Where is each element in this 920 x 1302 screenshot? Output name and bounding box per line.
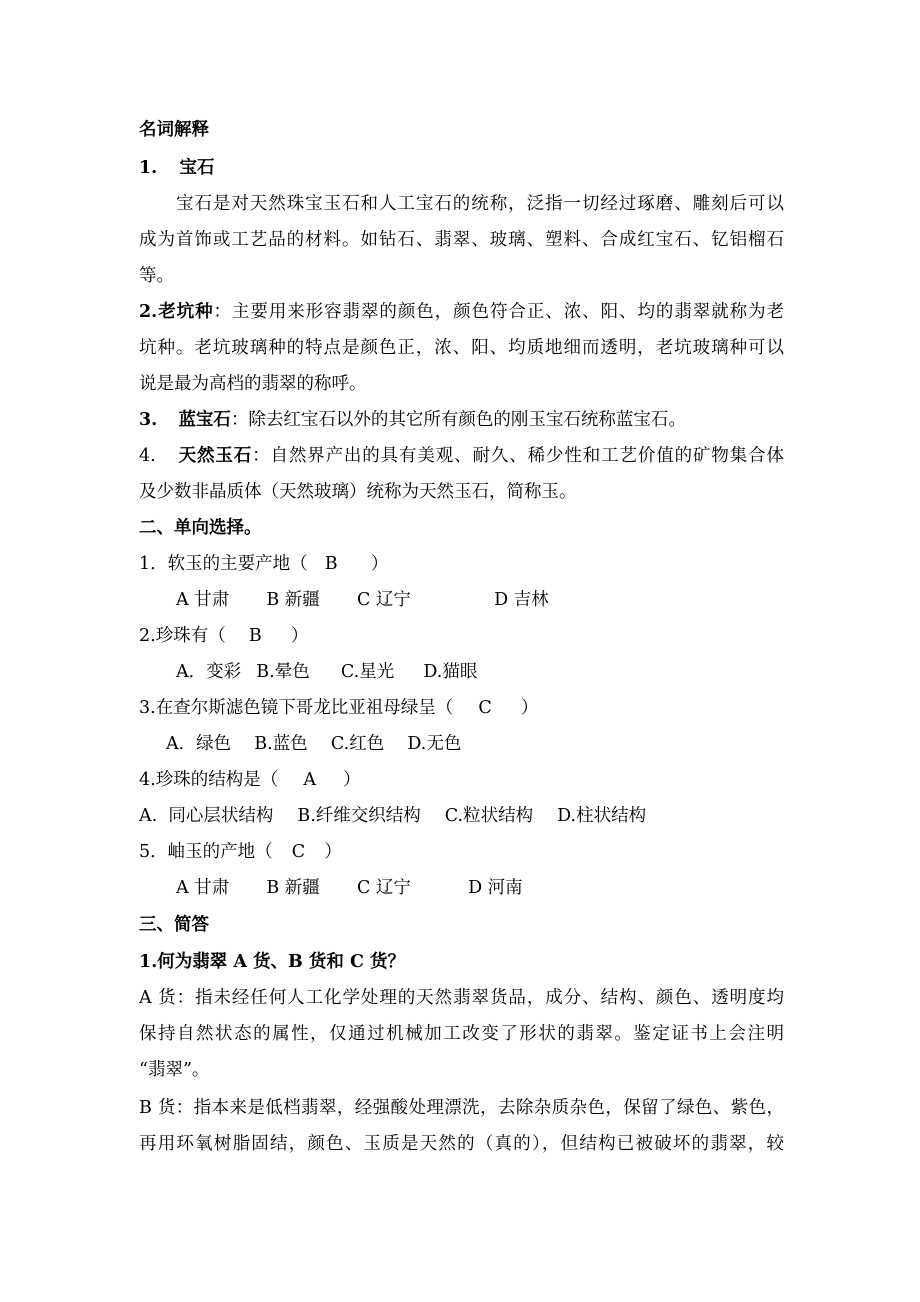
question-3 <box>139 697 538 719</box>
option-c: C.星光 <box>340 662 395 682</box>
b-goods-line-2: 再用环氧树脂固结，颜色、玉质是天然的（真的），但结构已被破坏的翡翠，较 <box>139 1134 784 1154</box>
term-definition: ：主要用来形容翡翠的颜色，颜色符合正、浓、阳、均的翡翠就称为老 <box>213 302 785 322</box>
question-close: ） <box>370 554 389 574</box>
question-answer: C <box>478 698 492 718</box>
question-answer: B <box>248 626 262 646</box>
question-close: ） <box>520 698 539 718</box>
question-answer: C <box>291 842 306 862</box>
question-5 <box>139 841 342 863</box>
option-a: A．变彩 <box>176 662 242 682</box>
option-c: C 辽宁 <box>356 590 411 610</box>
question-text: 1．软玉的主要产地（ <box>139 554 308 574</box>
term-2-line-1 <box>139 301 784 323</box>
option-b: B.蓝色 <box>254 734 308 754</box>
term-1-line-3: 等。 <box>139 266 174 286</box>
term-title: 宝石 <box>179 158 215 178</box>
option-d: D 吉林 <box>494 590 549 610</box>
a-goods-line-3: “翡翠”。 <box>139 1060 210 1080</box>
option-a: A．绿色 <box>166 734 232 754</box>
question-3-options <box>166 733 461 755</box>
term-definition: ：除去红宝石以外的其它所有颜色的刚玉宝石统称蓝宝石。 <box>230 410 686 430</box>
question-text: 4.珍珠的结构是（ <box>139 770 279 790</box>
section-title-glossary: 名词解释 <box>139 120 209 140</box>
term-2-line-3: 说是最为高档的翡翠的称呼。 <box>139 374 367 394</box>
section-title-short-answer: 三、简答 <box>139 915 209 935</box>
option-a: A 甘肃 <box>176 590 230 610</box>
option-b: B 新疆 <box>266 590 320 610</box>
term-definition: ：自然界产出的具有美观、耐久、稀少性和工艺价值的矿物集合体 <box>252 446 784 466</box>
term-2-line-2: 坑种。老坑玻璃种的特点是颜色正，浓、阳、均质地细而透明，老坑玻璃种可以 <box>139 338 784 358</box>
term-1-heading <box>139 157 214 179</box>
question-text: 5．岫玉的产地（ <box>139 842 273 862</box>
term-title: 天然玉石 <box>178 446 253 466</box>
term-1-line-1: 宝石是对天然珠宝玉石和人工宝石的统称，泛指一切经过琢磨、雕刻后可以 <box>176 194 784 214</box>
option-b: B 新疆 <box>266 878 320 898</box>
a-goods-line-1: A 货：指未经任何人工化学处理的天然翡翠货品，成分、结构、颜色、透明度均 <box>139 988 784 1008</box>
term-number: 3. <box>139 410 158 430</box>
section-title-single-choice: 二、单向选择。 <box>139 518 262 538</box>
term-4-line-1 <box>139 445 784 467</box>
question-2 <box>139 625 308 647</box>
question-answer: A <box>303 770 316 790</box>
short-answer-question-1: 1.何为翡翠 A 货、B 货和 C 货？ <box>139 952 406 972</box>
term-number: 4. <box>139 446 156 466</box>
term-title: 蓝宝石 <box>178 410 231 430</box>
question-2-options <box>176 661 477 683</box>
option-d: D.无色 <box>407 734 462 754</box>
option-c: C 辽宁 <box>356 878 411 898</box>
question-text: 3.在查尔斯滤色镜下哥龙比亚祖母绿呈（ <box>139 698 454 718</box>
question-close: ） <box>343 770 361 790</box>
term-4-line-2: 及少数非晶质体（天然玻璃）统称为天然玉石，简称玉。 <box>139 482 577 502</box>
term-3-line-1 <box>139 409 686 431</box>
question-text: 2.珍珠有（ <box>139 626 226 646</box>
option-a: A. 同心层状结构 <box>139 806 274 826</box>
option-c: C.红色 <box>330 734 385 754</box>
option-c: C.粒状结构 <box>444 806 534 826</box>
term-1-line-2: 成为首饰或工艺品的材料。如钻石、翡翠、玻璃、塑料、合成红宝石、钇铝榴石 <box>139 230 784 250</box>
term-number: 2. <box>139 302 158 322</box>
b-goods-line-1: B 货：指本来是低档翡翠，经强酸处理漂洗，去除杂质杂色，保留了绿色、紫色， <box>139 1098 784 1118</box>
question-1 <box>139 553 388 575</box>
question-close: ） <box>324 842 342 862</box>
question-4-options <box>139 805 646 827</box>
term-title: 老坑种 <box>157 302 214 322</box>
option-b: B.晕色 <box>256 662 310 682</box>
option-d: D 河南 <box>468 878 523 898</box>
option-d: D.柱状结构 <box>557 806 647 826</box>
option-b: B.纤维交织结构 <box>297 806 421 826</box>
question-5-options <box>176 877 523 899</box>
option-a: A 甘肃 <box>176 878 230 898</box>
question-1-options <box>176 589 549 611</box>
a-goods-line-2: 保持自然状态的属性，仅通过机械加工改变了形状的翡翠。鉴定证书上会注明 <box>139 1024 784 1044</box>
question-4 <box>139 769 361 791</box>
question-close: ） <box>290 626 309 646</box>
question-answer: B <box>324 554 338 574</box>
option-d: D.猫眼 <box>423 662 478 682</box>
term-number: 1. <box>139 158 158 178</box>
